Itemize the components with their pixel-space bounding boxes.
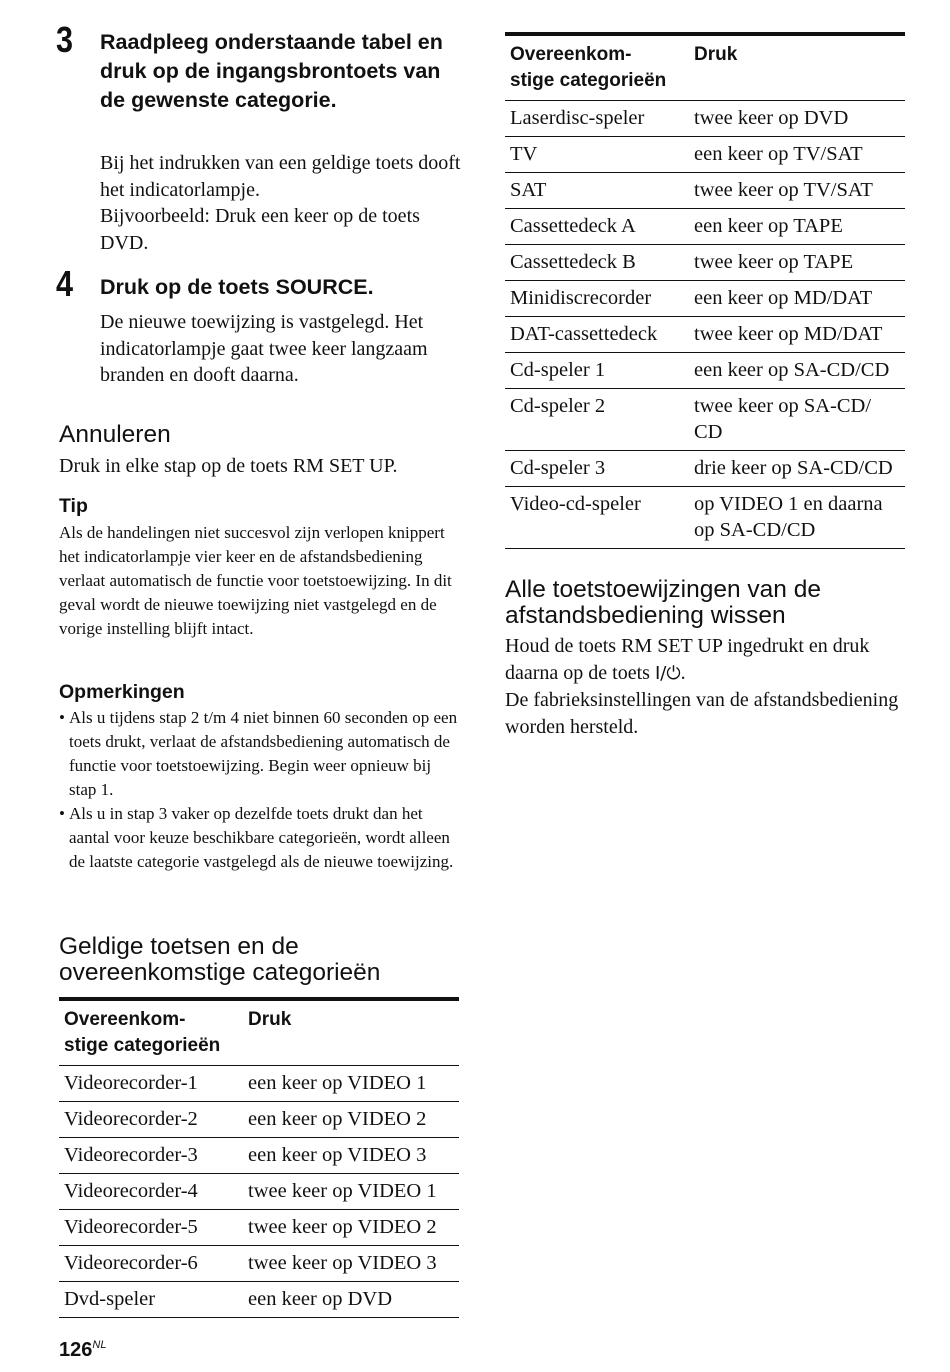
- step-body-line: Bij het indrukken van een geldige toets dooft het indicatorlampje.: [100, 152, 461, 201]
- step-body-line: Bijvoorbeeld: Druk een keer op de toets DVD.: [100, 205, 420, 254]
- category-cell: Videorecorder-4: [64, 1180, 198, 1202]
- table-row: [505, 281, 905, 317]
- table-row: [505, 353, 905, 389]
- header-line: Overeenkom-: [510, 44, 632, 65]
- heading-line: Alle toetstoewijzingen van de: [505, 576, 821, 603]
- heading-line: Geldige toetsen en de: [59, 933, 299, 960]
- annuleren-heading: Annuleren: [59, 421, 171, 448]
- druk-cell: twee keer op TAPE: [694, 251, 854, 273]
- druk-cell: een keer op SA-CD/CD: [694, 359, 890, 381]
- category-cell: Videorecorder-2: [64, 1108, 198, 1130]
- druk-cell: twee keer op VIDEO 3: [248, 1252, 437, 1274]
- table-row: [505, 101, 905, 137]
- table-row: [505, 389, 905, 451]
- geldige-heading: [59, 934, 459, 986]
- column-header-category: [505, 34, 689, 101]
- wissen-text-part: .: [680, 661, 686, 684]
- header-line: Overeenkom-: [64, 1009, 186, 1030]
- table-header-row: [505, 34, 905, 101]
- druk-cell: een keer op DVD: [248, 1288, 393, 1310]
- category-cell: Laserdisc-speler: [510, 107, 645, 129]
- list-item-text: Als u tijdens stap 2 t/m 4 niet binnen 60 seconden op een toets drukt, verlaat de afstandsbediening automatisch de functie voor toetstoewijzing. Begin weer opnieuw bij stap 1.: [69, 708, 458, 799]
- druk-cell: een keer op TV/SAT: [694, 143, 863, 165]
- power-icon: I/⏻: [654, 662, 681, 684]
- druk-cell: twee keer op SA-CD/ CD: [694, 395, 872, 443]
- druk-cell: twee keer op VIDEO 2: [248, 1216, 437, 1238]
- categories-table-left: [59, 997, 459, 1318]
- table-row: [59, 1210, 459, 1246]
- category-cell: Videorecorder-6: [64, 1252, 198, 1274]
- wissen-text-part: Houd de toets RM SET UP ingedrukt en druk daarna op de toets: [505, 635, 870, 684]
- category-cell: TV: [510, 143, 538, 165]
- table-row: [59, 1174, 459, 1210]
- bullet-icon: •: [59, 708, 65, 727]
- bullet-icon: •: [59, 804, 65, 823]
- category-cell: DAT-cassettedeck: [510, 323, 658, 345]
- wissen-heading: [505, 577, 905, 629]
- wissen-text2: De fabrieksinstellingen van de afstandsbediening worden hersteld.: [505, 689, 899, 738]
- category-cell: Video-cd-speler: [510, 493, 641, 515]
- table-row: [59, 1138, 459, 1174]
- druk-cell: twee keer op MD/DAT: [694, 323, 883, 345]
- step-number: 3: [56, 19, 74, 60]
- table-row: [59, 1102, 459, 1138]
- step-title: Raadpleeg onderstaande tabel en druk op de ingangsbrontoets van de gewenste categorie.: [100, 30, 443, 112]
- category-cell: Cd-speler 3: [510, 457, 606, 479]
- page-number-value: 126: [59, 1339, 93, 1361]
- druk-cell: twee keer op TV/SAT: [694, 179, 873, 201]
- druk-cell: een keer op MD/DAT: [694, 287, 873, 309]
- druk-cell: op VIDEO 1 en daarna op SA-CD/CD: [694, 493, 883, 541]
- category-cell: SAT: [510, 179, 547, 201]
- page-number: [59, 1339, 106, 1362]
- druk-cell: een keer op VIDEO 2: [248, 1108, 427, 1130]
- table-row: [505, 487, 905, 549]
- druk-cell: een keer op VIDEO 1: [248, 1072, 427, 1094]
- heading-line: overeenkomstige categorieën: [59, 959, 381, 986]
- header-line: stige categorieën: [64, 1035, 221, 1056]
- tip-text: Als de handelingen niet succesvol zijn verlopen knippert het indicatorlampje vier keer en de afstandsbediening verlaat automatisch de functie voor toetstoewijzing. In dit geval wordt de nieuwe toewijzing niet vastgelegd en de vorige instelling blijft intact.: [59, 523, 452, 638]
- table-row: [505, 451, 905, 487]
- category-cell: Cd-speler 2: [510, 395, 606, 417]
- categories-table-right: [505, 32, 905, 549]
- category-cell: Cassettedeck A: [510, 215, 636, 237]
- heading-line: afstandsbediening wissen: [505, 602, 786, 629]
- opmerkingen-heading: Opmerkingen: [59, 681, 185, 703]
- wissen-text: [505, 633, 905, 740]
- list-item-text: Als u in stap 3 vaker op dezelfde toets drukt dan het aantal voor keuze beschikbare categorieën, wordt alleen de laatste categorie vastgelegd als de nieuwe toewijzing.: [69, 804, 454, 871]
- table-row: [505, 245, 905, 281]
- step-number: 4: [56, 263, 74, 304]
- druk-cell: drie keer op SA-CD/CD: [694, 457, 893, 479]
- page-lang: NL: [92, 1339, 107, 1351]
- table-row: [59, 1282, 459, 1318]
- table-row: [505, 209, 905, 245]
- table-row: [59, 1066, 459, 1102]
- category-cell: Cassettedeck B: [510, 251, 636, 273]
- annuleren-text: Druk in elke stap op de toets RM SET UP.: [59, 455, 398, 477]
- table-row: [505, 137, 905, 173]
- category-cell: Videorecorder-5: [64, 1216, 198, 1238]
- category-cell: Cd-speler 1: [510, 359, 606, 381]
- table-header-row: [59, 999, 459, 1066]
- column-header-druk: Druk: [694, 44, 738, 65]
- list-item: [59, 802, 459, 874]
- table-row: [505, 173, 905, 209]
- druk-cell: twee keer op VIDEO 1: [248, 1180, 437, 1202]
- table-row: [59, 1246, 459, 1282]
- tip-heading: Tip: [59, 495, 88, 517]
- opmerkingen-list: [59, 706, 459, 874]
- table-row: [505, 317, 905, 353]
- step-body: [100, 309, 430, 389]
- step-body-line: De nieuwe toewijzing is vastgelegd. Het indicatorlampje gaat twee keer langzaam branden en dooft daarna.: [100, 311, 428, 386]
- list-item: [59, 706, 459, 802]
- step-title: Druk op de toets SOURCE.: [100, 275, 374, 299]
- column-header-druk: Druk: [248, 1009, 292, 1030]
- category-cell: Dvd-speler: [64, 1288, 156, 1310]
- category-cell: Minidiscrecorder: [510, 287, 652, 309]
- column-header-category: [59, 999, 243, 1066]
- category-cell: Videorecorder-1: [64, 1072, 198, 1094]
- druk-cell: twee keer op DVD: [694, 107, 849, 129]
- druk-cell: een keer op TAPE: [694, 215, 843, 237]
- header-line: stige categorieën: [510, 70, 667, 91]
- step-body: [100, 150, 470, 256]
- category-cell: Videorecorder-3: [64, 1144, 198, 1166]
- druk-cell: een keer op VIDEO 3: [248, 1144, 427, 1166]
